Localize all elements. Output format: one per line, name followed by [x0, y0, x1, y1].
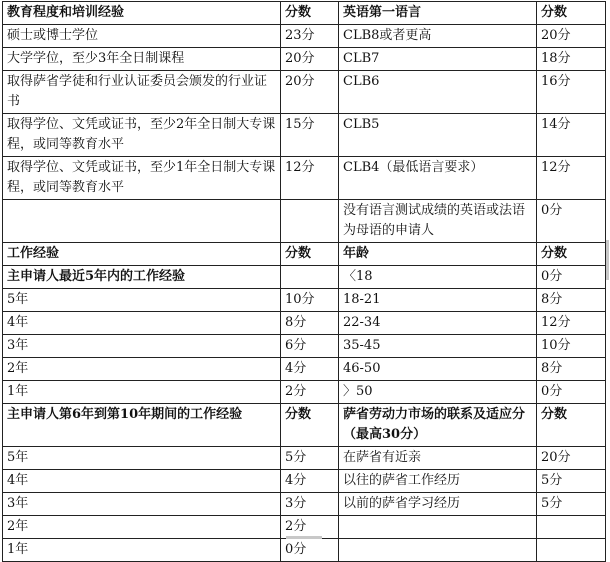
- table-cell: CLB7: [339, 48, 537, 71]
- table-cell: 没有语言测试成绩的英语或法语为母语的申请人: [339, 200, 537, 243]
- language-score-header: 分数: [537, 2, 606, 25]
- table-cell: 14分: [537, 114, 606, 157]
- table-row: [3, 48, 606, 71]
- table-row: [3, 25, 606, 48]
- table-cell: 在萨省有近亲: [339, 447, 537, 470]
- table-cell: 5年: [3, 289, 281, 312]
- table-row: [3, 2, 606, 25]
- work-header: 工作经验: [3, 243, 281, 266]
- table-cell: 46-50: [339, 358, 537, 381]
- table-cell: 23分: [281, 25, 339, 48]
- table-cell: 0分: [281, 539, 339, 562]
- table-row: [3, 335, 606, 358]
- table-cell: [339, 539, 537, 562]
- table-cell: 5分: [537, 470, 606, 493]
- table-cell: CLB8或者更高: [339, 25, 537, 48]
- adaptability-header: 萨省劳动力市场的联系及适应分（最高30分）: [339, 404, 537, 447]
- table-cell: 0分: [537, 200, 606, 243]
- table-cell: 10分: [281, 289, 339, 312]
- work-older-header: 主申请人第6年到第10年期间的工作经验: [3, 404, 281, 447]
- table-cell: 5分: [537, 493, 606, 516]
- table-cell: 4分: [281, 470, 339, 493]
- work-older-score-header: 分数: [281, 404, 339, 447]
- table-cell: 5年: [3, 447, 281, 470]
- table-cell: 8分: [537, 289, 606, 312]
- table-cell: 1年: [3, 539, 281, 562]
- table-cell: 以往的萨省工作经历: [339, 470, 537, 493]
- table-cell: 取得学位、文凭或证书，至少1年全日制大专课程，或同等教育水平: [3, 157, 281, 200]
- table-cell: 10分: [537, 335, 606, 358]
- table-cell: CLB6: [339, 71, 537, 114]
- table-cell: 12分: [537, 157, 606, 200]
- table-row: [3, 312, 606, 335]
- table-cell: 35-45: [339, 335, 537, 358]
- table-cell: 16分: [537, 71, 606, 114]
- table-cell: 1年: [3, 381, 281, 404]
- table-cell: 2年: [3, 516, 281, 539]
- table-cell: 20分: [537, 447, 606, 470]
- table-cell: 12分: [281, 157, 339, 200]
- table-row: [3, 447, 606, 470]
- table-cell: 18分: [537, 48, 606, 71]
- table-cell: 2分: [281, 516, 339, 539]
- table-cell: 20分: [281, 48, 339, 71]
- work-score-header: 分数: [281, 243, 339, 266]
- table-cell: 2年: [3, 358, 281, 381]
- table-cell: [281, 266, 339, 289]
- table-cell: 4年: [3, 312, 281, 335]
- table-cell: 硕士或博士学位: [3, 25, 281, 48]
- language-header: 英语第一语言: [339, 2, 537, 25]
- table-row: [3, 114, 606, 157]
- education-score-header: 分数: [281, 2, 339, 25]
- table-row: [3, 289, 606, 312]
- table-cell: 大学学位，至少3年全日制课程: [3, 48, 281, 71]
- scroll-indicator[interactable]: [606, 240, 609, 280]
- table-cell: [339, 516, 537, 539]
- scroll-indicator[interactable]: [286, 536, 322, 539]
- age-header: 年龄: [339, 243, 537, 266]
- table-cell: 〈18: [339, 266, 537, 289]
- table-cell: 2分: [281, 381, 339, 404]
- table-cell: 5分: [281, 447, 339, 470]
- table-row: [3, 157, 606, 200]
- table-cell: 20分: [537, 25, 606, 48]
- table-cell: 取得学位、文凭或证书，至少2年全日制大专课程，或同等教育水平: [3, 114, 281, 157]
- table-cell: [3, 200, 281, 243]
- table-cell: 取得萨省学徒和行业认证委员会颁发的行业证书: [3, 71, 281, 114]
- table-cell: 4分: [281, 358, 339, 381]
- table-cell: CLB5: [339, 114, 537, 157]
- table-row: [3, 71, 606, 114]
- adaptability-score-header: 分数: [537, 404, 606, 447]
- table-cell: 〉50: [339, 381, 537, 404]
- table-row: [3, 493, 606, 516]
- table-cell: [537, 539, 606, 562]
- age-score-header: 分数: [537, 243, 606, 266]
- table-row: [3, 200, 606, 243]
- table-row: [3, 404, 606, 447]
- table-cell: 0分: [537, 266, 606, 289]
- table-cell: 20分: [281, 71, 339, 114]
- table-row: [3, 358, 606, 381]
- table-cell: CLB4（最低语言要求）: [339, 157, 537, 200]
- table-row: [3, 381, 606, 404]
- points-table: [2, 1, 606, 562]
- table-cell: 4年: [3, 470, 281, 493]
- table-cell: 0分: [537, 381, 606, 404]
- table-cell: 15分: [281, 114, 339, 157]
- table-cell: [281, 200, 339, 243]
- table-row: [3, 243, 606, 266]
- table-cell: 12分: [537, 312, 606, 335]
- table-cell: 以前的萨省学习经历: [339, 493, 537, 516]
- table-cell: 8分: [537, 358, 606, 381]
- table-cell: 3年: [3, 335, 281, 358]
- education-header: 教育程度和培训经验: [3, 2, 281, 25]
- table-cell: 3年: [3, 493, 281, 516]
- table-cell: 6分: [281, 335, 339, 358]
- table-cell: 8分: [281, 312, 339, 335]
- table-row: [3, 470, 606, 493]
- table-cell: 3分: [281, 493, 339, 516]
- table-row: [3, 539, 606, 562]
- table-cell: [537, 516, 606, 539]
- table-cell: 22-34: [339, 312, 537, 335]
- table-cell: 18-21: [339, 289, 537, 312]
- work-recent-header: 主申请人最近5年内的工作经验: [3, 266, 281, 289]
- table-row: [3, 266, 606, 289]
